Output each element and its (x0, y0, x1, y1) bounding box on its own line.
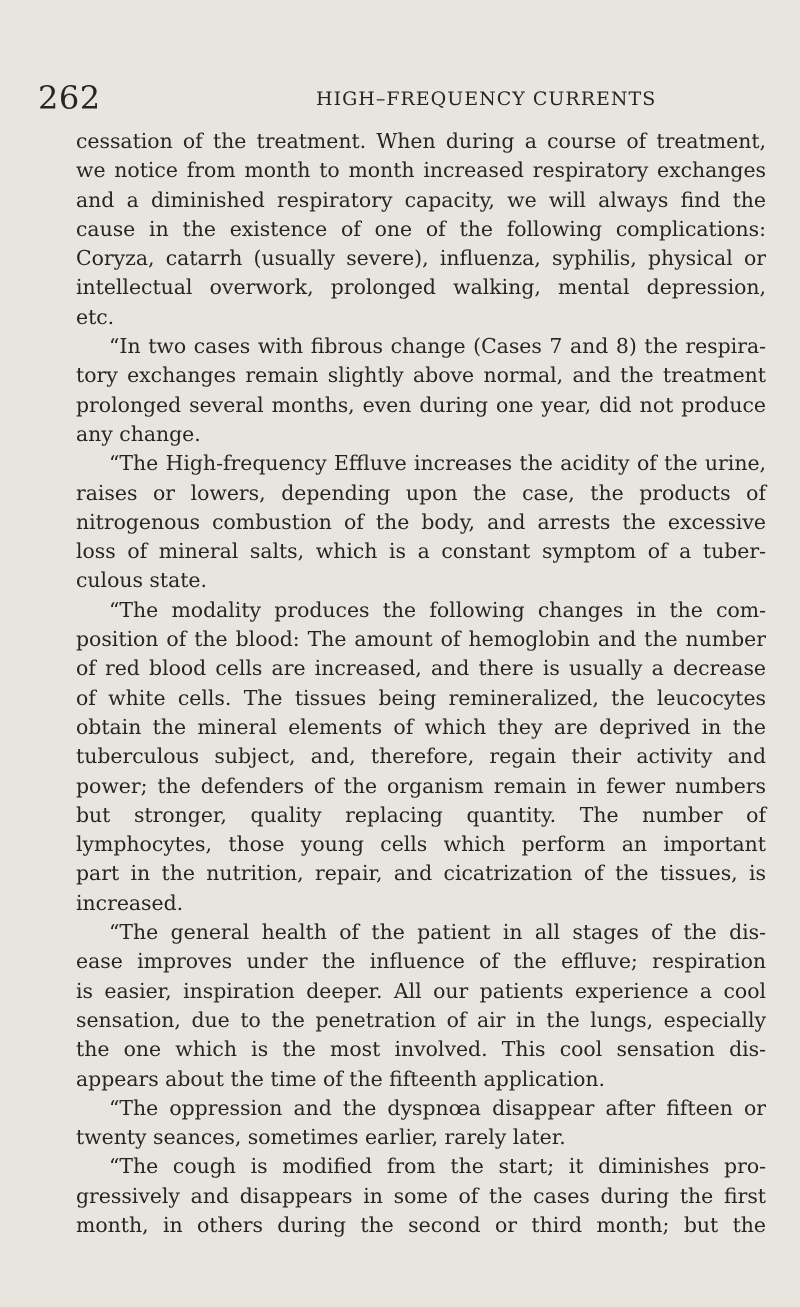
text-line: tory exchanges remain slightly above normal, and the treatment (76, 363, 766, 388)
text-line: position of the blood: The amount of hemoglobin and the number (76, 627, 766, 652)
paragraph (76, 127, 766, 332)
text-line: intellectual overwork, prolonged walking, mental depression, (76, 275, 766, 300)
text-line: “The High-frequency Effluve increases the acidity of the urine, (109, 451, 766, 476)
text-line: and a diminished respiratory capacity, we will always find the (76, 187, 766, 212)
text-line: “The modality produces the following changes in the com- (109, 597, 766, 622)
paragraph (76, 596, 766, 918)
text-line: “The cough is modified from the start; it diminishes pro- (109, 1154, 766, 1179)
text-line: lymphocytes, those young cells which perform an important (76, 832, 766, 857)
body-text (76, 127, 766, 1240)
text-line: sensation, due to the penetration of air in the lungs, especially (76, 1007, 766, 1032)
paragraph (76, 918, 766, 1094)
text-line: twenty seances, sometimes earlier, rarely later. (76, 1125, 566, 1150)
paragraph (76, 1094, 766, 1153)
running-title: HIGH–FREQUENCY CURRENTS (316, 88, 657, 110)
text-line: loss of mineral salts, which is a constant symptom of a tuber- (76, 539, 766, 564)
text-line: power; the defenders of the organism remain in fewer numbers (76, 773, 766, 798)
text-line: but stronger, quality replacing quantity. The number of (76, 802, 766, 827)
text-line: Coryza, catarrh (usually severe), influenza, syphilis, physical or (76, 246, 766, 271)
text-line: appears about the time of the fifteenth application. (76, 1066, 606, 1091)
paragraph (76, 332, 766, 449)
paragraph (76, 1152, 766, 1240)
text-line: prolonged several months, even during one year, did not produce (76, 392, 766, 417)
text-line: etc. (76, 304, 115, 329)
text-line: “The general health of the patient in all stages of the dis- (109, 920, 766, 945)
text-line: “The oppression and the dyspnœa disappear after fifteen or (109, 1095, 766, 1120)
text-line: increased. (76, 890, 184, 915)
page-number: 262 (38, 79, 101, 117)
paragraph (76, 449, 766, 595)
text-line: cause in the existence of one of the following complications: (76, 216, 766, 241)
text-line: the one which is the most involved. This cool sensation dis- (76, 1037, 766, 1062)
text-line: ease improves under the influence of the effluve; respiration (76, 949, 766, 974)
text-line: raises or lowers, depending upon the case, the products of (76, 480, 766, 505)
text-line: is easier, inspiration deeper. All our patients experience a cool (76, 978, 766, 1003)
text-line: cessation of the treatment. When during a course of treatment, (76, 129, 766, 153)
text-line: any change. (76, 421, 201, 446)
text-line: gressively and disappears in some of the cases during the first (76, 1183, 766, 1208)
text-line: obtain the mineral elements of which they are deprived in the (76, 714, 766, 739)
text-line: we notice from month to month increased respiratory exchanges (76, 158, 766, 183)
text-line: tuberculous subject, and, therefore, regain their activity and (76, 744, 766, 769)
text-line: month, in others during the second or third month; but the (76, 1212, 766, 1237)
running-head (38, 80, 766, 124)
text-line: culous state. (76, 568, 207, 593)
text-line: “In two cases with fibrous change (Cases 7 and 8) the respira- (109, 334, 766, 359)
text-line: nitrogenous combustion of the body, and arrests the excessive (76, 509, 766, 534)
text-line: of white cells. The tissues being remineralized, the leucocytes (76, 685, 766, 710)
text-line: part in the nutrition, repair, and cicatrization of the tissues, is (76, 861, 766, 886)
text-line: of red blood cells are increased, and there is usually a decrease (76, 656, 766, 681)
